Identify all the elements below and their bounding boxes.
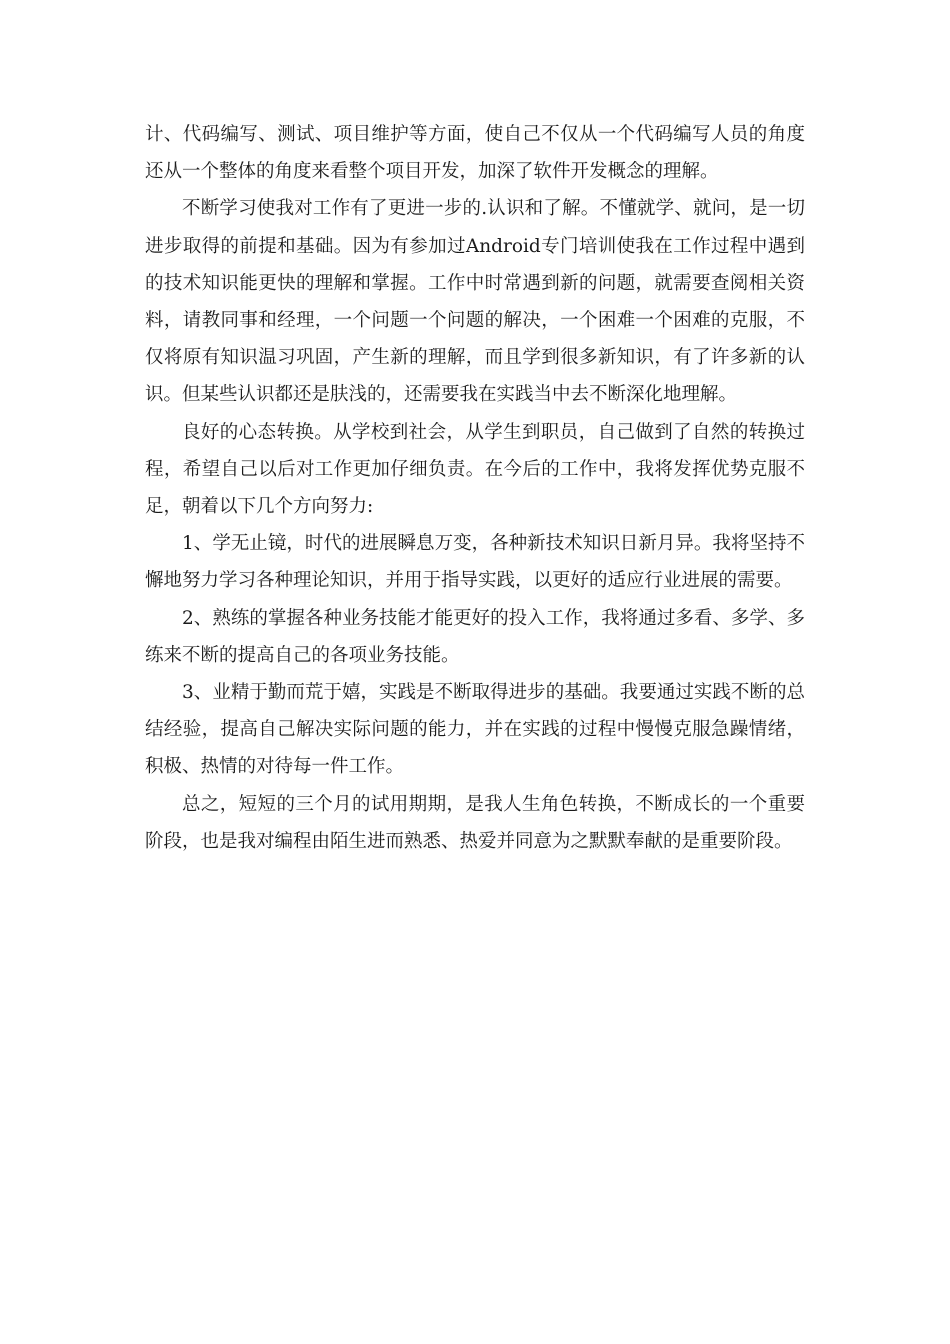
paragraph-2: 不断学习使我对工作有了更进一步的.认识和了解。不懂就学、就问，是一切进步取得的前提和基础。因为有参加过Android专门培训使我在工作过程中遇到的技术知识能更快的理解和掌握。工作中时常遇到新的问题，就需要查阅相关资料，请教同事和经理，一个问题一个问题的解决，一个困难一个困难的克服，不仅将原有知识温习巩固，产生新的理解，而且学到很多新知识，有了许多新的认识。但某些认识都还是肤浅的，还需要我在实践当中去不断深化地理解。 [145, 198, 805, 406]
paragraph-7: 总之，短短的三个月的试用期期，是我人生角色转换，不断成长的一个重要阶段，也是我对编程由陌生进而熟悉、热爱并同意为之默默奉献的是重要阶段。 [145, 793, 805, 852]
paragraph-3: 良好的心态转换。从学校到社会，从学生到职员，自己做到了自然的转换过程，希望自己以后对工作更加仔细负责。在今后的工作中，我将发挥优势克服不足，朝着以下几个方向努力: [145, 421, 805, 518]
paragraph-5: 2、熟练的掌握各种业务技能才能更好的投入工作，我将通过多看、多学、多练来不断的提高自己的各项业务技能。 [145, 607, 805, 666]
paragraph-1: 计、代码编写、测试、项目维护等方面，使自己不仅从一个代码编写人员的角度还从一个整体的角度来看整个项目开发，加深了软件开发概念的理解。 [145, 124, 805, 183]
paragraph-4: 1、学无止镜，时代的进展瞬息万变，各种新技术知识日新月异。我将坚持不懈地努力学习各种理论知识，并用于指导实践，以更好的适应行业进展的需要。 [145, 533, 805, 592]
document-body [145, 116, 805, 860]
paragraph-6: 3、业精于勤而荒于嬉，实践是不断取得进步的基础。我要通过实践不断的总结经验，提高自己解决实际问题的能力，并在实践的过程中慢慢克服急躁情绪，积极、热情的对待每一件工作。 [145, 682, 805, 778]
